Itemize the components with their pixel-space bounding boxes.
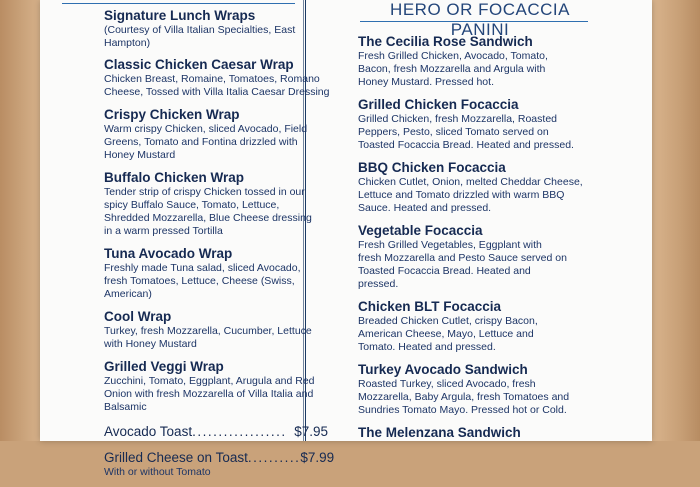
wood-background-right [652, 0, 700, 441]
menu-item-name: Avocado Toast [104, 424, 193, 439]
menu-item-description: (Courtesy of Villa Italian Specialties, East Hampton) [104, 24, 296, 49]
menu-item-description: Tender strip of crispy Chicken tossed in our spicy Buffalo Sauce, Tomato, Lettuce, Shredded Mozzarella, Blue Cheese dressing in a warm pressed Tortilla [104, 186, 312, 237]
menu-item-description: With or without Tomato [104, 466, 211, 478]
menu-item-description: Chicken Cutlet, Onion, melted Cheddar Cheese, Lettuce and Tomato drizzled with warm BBQ Sauce. Heated and pressed. [358, 176, 583, 214]
menu-item [104, 8, 324, 50]
menu-item-name: Chicken BLT Focaccia [358, 299, 502, 314]
menu-item-name: Grilled Chicken Focaccia [358, 97, 519, 112]
dot-leader: .................. [192, 424, 287, 439]
menu-item-description: Chicken Breast, Romaine, Tomatoes, Romano Cheese, Tossed with Villa Italia Caesar Dressing [104, 73, 330, 98]
menu-item-price: $7.95 [294, 424, 328, 439]
menu-item-name: The Melenzana Sandwich [358, 425, 521, 440]
menu-item-name: Classic Chicken Caesar Wrap [104, 57, 294, 72]
dot-leader: .......... [247, 450, 301, 465]
menu-item-description: Freshly made Tuna salad, sliced Avocado, fresh Tomatoes, Lettuce, Cheese (Swiss, American) [104, 262, 301, 300]
menu-item-name: Grilled Cheese on Toast [104, 450, 248, 465]
menu-item [358, 223, 594, 291]
menu-item [358, 362, 594, 417]
menu-item-description: Roasted Turkey, sliced Avocado, fresh Mozzarella, Baby Argula, fresh Tomatoes and Sundries Tomato Mayo. Pressed hot or Cold. [358, 378, 570, 416]
menu-item [358, 160, 594, 215]
menu-item [104, 57, 330, 99]
menu-item-name: The Cecilia Rose Sandwich [358, 34, 533, 49]
menu-item-description: Fresh Grilled Chicken, Avocado, Tomato, Bacon, fresh Mozzarella and Argula with Honey Mustard. Pressed hot. [358, 50, 548, 88]
left-menu-column [104, 8, 335, 487]
menu-item-description: Fresh Grilled Vegetables, Eggplant with fresh Mozzarella and Pesto Sauce served on Toasted Focaccia Bread. Heated and pressed. [358, 239, 567, 290]
menu-item [104, 170, 324, 238]
section-title: HERO OR FOCACCIA PANINI [390, 0, 570, 39]
menu-item [358, 299, 594, 354]
menu-item-name: Grilled Veggi Wrap [104, 359, 224, 374]
right-menu-column [358, 0, 594, 449]
menu-item-description: Zucchini, Tomato, Eggplant, Arugula and Red Onion with fresh Mozzarella of Villa Italia and Balsamic [104, 375, 315, 413]
menu-item-description: Turkey, fresh Mozzarella, Cucumber, Lettuce with Honey Mustard [104, 325, 312, 350]
menu-item [358, 425, 594, 441]
menu-item-name: BBQ Chicken Focaccia [358, 160, 506, 175]
menu-item-name: Tuna Avocado Wrap [104, 246, 233, 261]
menu-item [104, 246, 324, 301]
menu-item [104, 309, 324, 351]
menu-item [358, 97, 594, 152]
wood-background-left [0, 0, 42, 441]
menu-item-name: Turkey Avocado Sandwich [358, 362, 528, 377]
menu-item-name: Cool Wrap [104, 309, 172, 324]
menu-item-description: Warm crispy Chicken, sliced Avocado, Field Greens, Tomato and Fontina drizzled with Honey Mustard [104, 123, 308, 161]
menu-item-description: Breaded Chicken Cutlet, crispy Bacon, American Cheese, Mayo, Lettuce and Tomato. Heated and pressed. [358, 315, 538, 353]
menu-item-price: $7.99 [300, 450, 335, 465]
menu-item-name: Crispy Chicken Wrap [104, 107, 240, 122]
menu-item [104, 107, 324, 162]
menu-item-name: Signature Lunch Wraps [104, 8, 256, 23]
left-top-rule [62, 3, 295, 4]
menu-item [358, 34, 594, 89]
menu-item [104, 359, 324, 414]
menu-item-description: Grilled Chicken, fresh Mozzarella, Roasted Peppers, Pesto, sliced Tomato served on Toasted Focaccia Bread. Heated and pressed. [358, 113, 574, 151]
priced-menu-item [104, 424, 328, 440]
menu-item-name: Vegetable Focaccia [358, 223, 483, 238]
priced-menu-item [104, 450, 335, 479]
menu-item-name: Buffalo Chicken Wrap [104, 170, 245, 185]
